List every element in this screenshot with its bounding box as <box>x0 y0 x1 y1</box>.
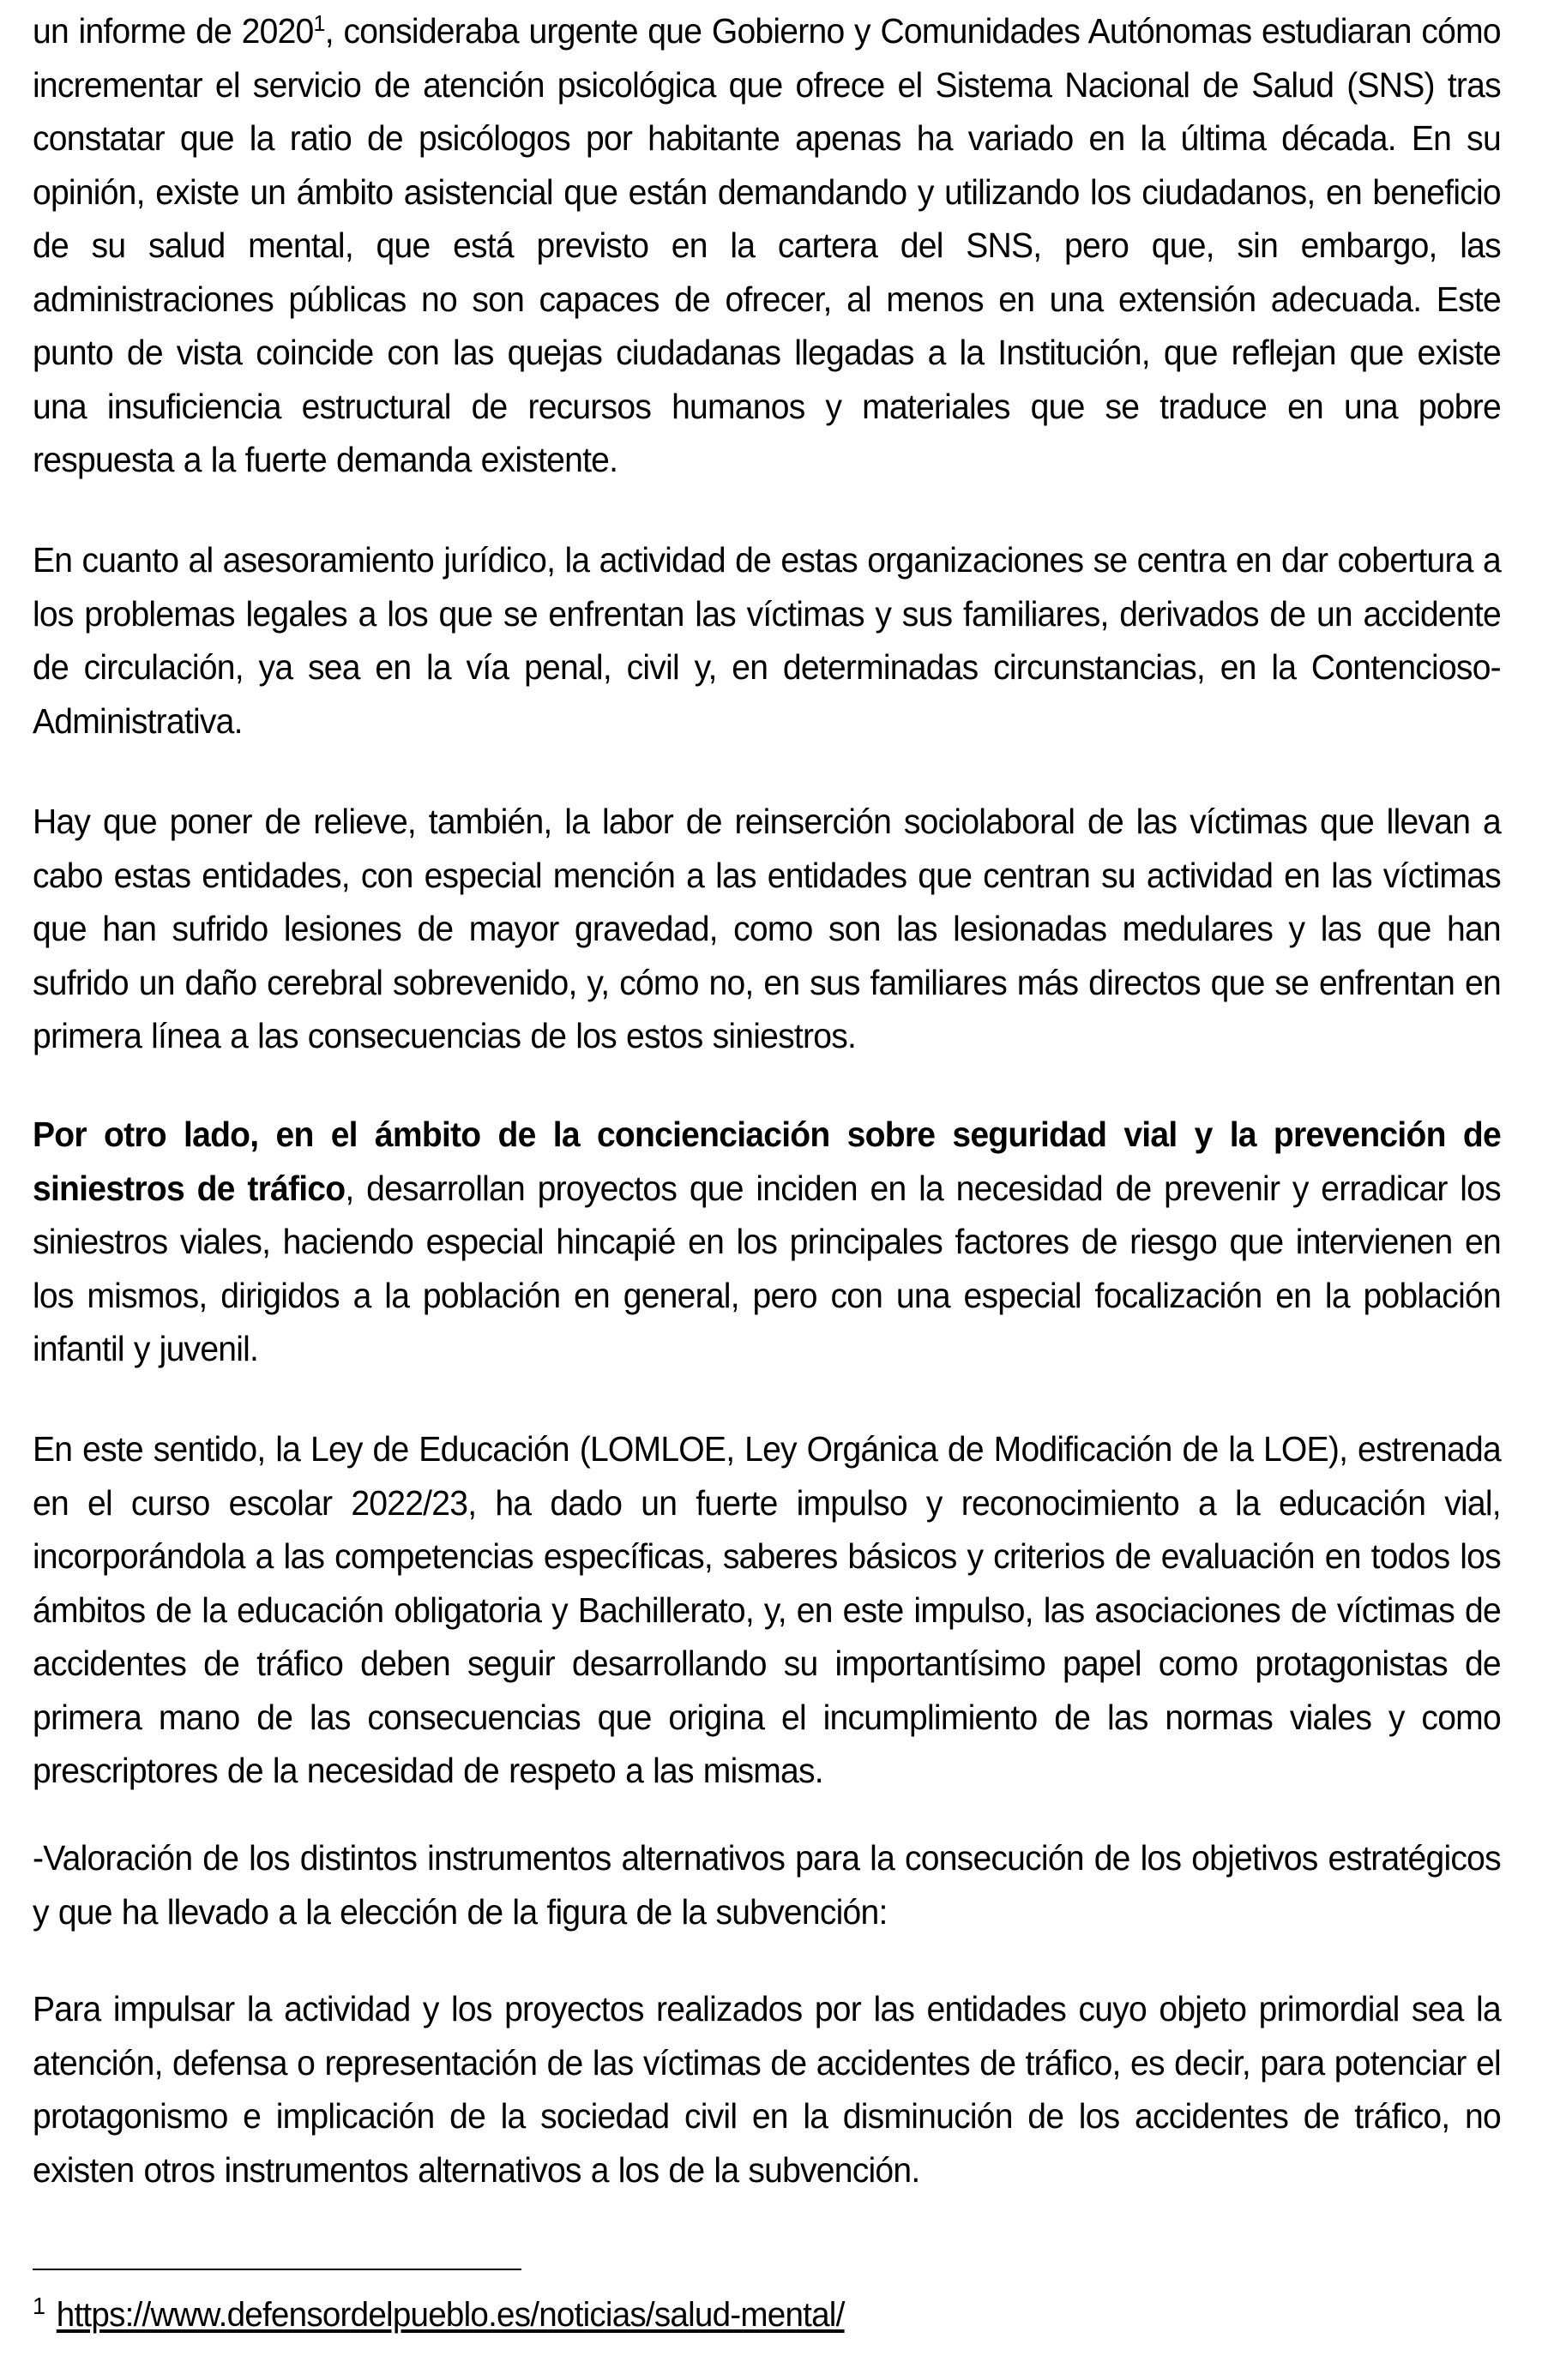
paragraph-mental-health-report <box>33 4 1501 487</box>
paragraph-education-law: En este sentido, la Ley de Educación (LOMLOE, Ley Orgánica de Modificación de la LOE), estrenada en el curso escolar 2022/23, ha dado un fuerte impulso y reconocimiento a la educación vial, incorporándola a las competencias específicas, saberes básicos y criterios de evaluación en todos los ámbitos de la educación obligatoria y Bachillerato, y, en este impulso, las asociaciones de víctimas de accidentes de tráfico deben seguir desarrollando su importantísimo papel como protagonistas de primera mano de las consecuencias que origina el incumplimiento de las normas viales y como prescriptores de la necesidad de respeto a las mismas. <box>33 1429 1501 1790</box>
paragraph-road-safety-awareness <box>33 1108 1501 1376</box>
paragraph-legal-advice: En cuanto al asesoramiento jurídico, la actividad de estas organizaciones se centra en dar cobertura a los problemas legales a los que se enfrentan las víctimas y sus familiares, derivados de un accidente de circulación, ya sea en la vía penal, civil y, en determinadas circunstancias, en la Contencioso-Administrativa. <box>33 540 1501 741</box>
paragraph-text: , desarrollan proyectos que inciden en la necesidad de prevenir y erradicar los siniestros viales, haciendo especial hincapié en los principales factores de riesgo que intervienen en los mismos, dirigidos a la población en general, pero con una especial focalización en la población infantil y juvenil. <box>33 1168 1501 1368</box>
paragraph-instruments-heading: -Valoración de los distintos instrumentos alternativos para la consecución de los objetivos estratégicos y que ha llevado a la elección de la figura de la subvención: <box>33 1838 1501 1932</box>
footnote-link[interactable]: https://www.defensordelpueblo.es/noticias/salud-mental/ <box>56 2296 845 2334</box>
paragraph-subsidy-conclusion: Para impulsar la actividad y los proyectos realizados por las entidades cuyo objeto primordial sea la atención, defensa o representación de las víctimas de accidentes de tráfico, es decir, para potenciar el protagonismo e implicación de la sociedad civil en la disminución de los accidentes de tráfico, no existen otros instrumentos alternativos a los de la subvención. <box>33 1989 1501 2190</box>
footnote-reference[interactable]: 1 <box>313 10 325 36</box>
footnote <box>33 2282 845 2339</box>
footnote-number: 1 <box>33 2293 45 2319</box>
paragraph-text: , consideraba urgente que Gobierno y Comunidades Autónomas estudiaran cómo incrementar el servicio de atención psicológica que ofrece el Sistema Nacional de Salud (SNS) tras constatar que la ratio de psicólogos por habitante apenas ha variado en la última década. En su opinión, existe un ámbito asistencial que están demandando y utilizando los ciudadanos, en beneficio de su salud mental, que está previsto en la cartera del SNS, pero que, sin embargo, las administraciones públicas no son capaces de ofrecer, al menos en una extensión adecuada. Este punto de vista coincide con las quejas ciudadanas llegadas a la Institución, que reflejan que existe una insuficiencia estructural de recursos humanos y materiales que se traduce en una pobre respuesta a la fuerte demanda existente. <box>33 11 1501 479</box>
paragraph-social-reintegration: Hay que poner de relieve, también, la labor de reinserción sociolaboral de las víctimas que llevan a cabo estas entidades, con especial mención a las entidades que centran su actividad en las víctimas que han sufrido lesiones de mayor gravedad, como son las lesionadas medulares y las que han sufrido un daño cerebral sobrevenido, y, cómo no, en sus familiares más directos que se enfrentan en primera línea a las consecuencias de los estos siniestros. <box>33 802 1501 1055</box>
bold-lead-text: Por otro lado, en el ámbito de la concienciación sobre seguridad vial y la prevención de siniestros de tráfico <box>33 1115 1501 1208</box>
paragraph-text: un informe de 2020 <box>33 11 314 51</box>
footnote-separator <box>33 2269 521 2270</box>
